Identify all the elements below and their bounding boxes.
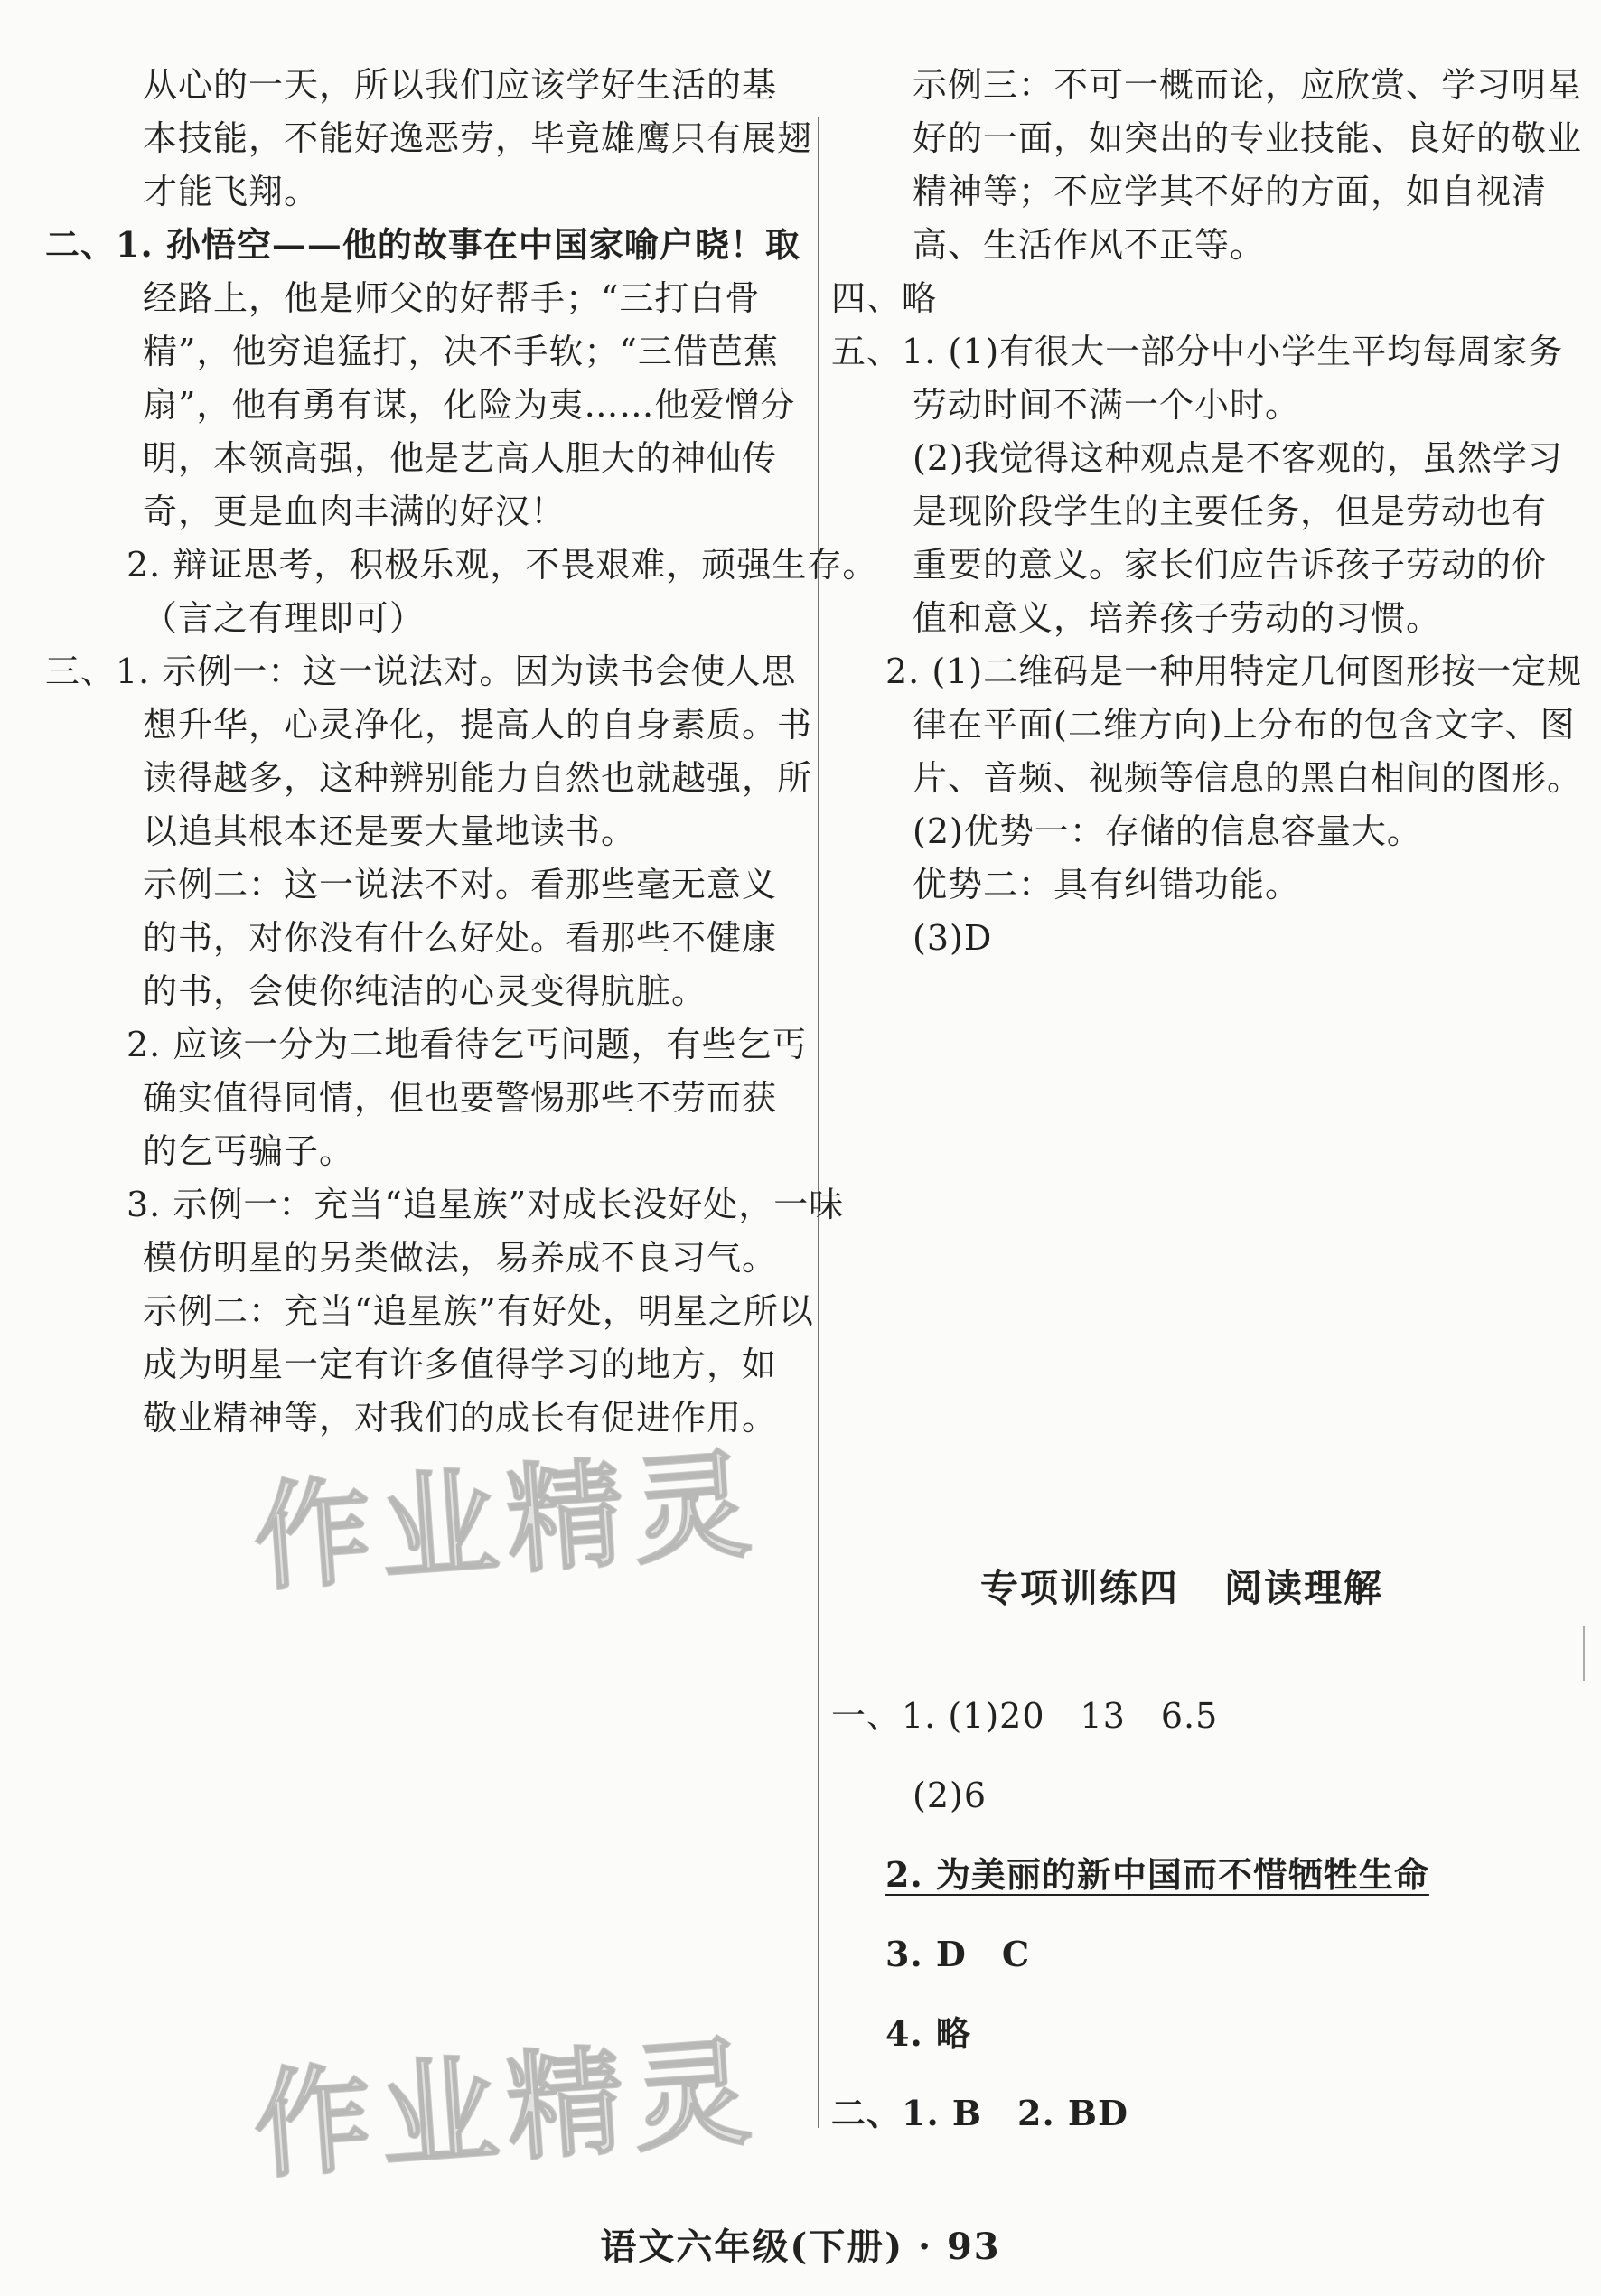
text-line: 的书，会使你纯洁的心灵变得肮脏。 xyxy=(143,971,707,1011)
answer-item-4: 四、略 xyxy=(831,278,938,318)
text-line: 重要的意义。家长们应告诉孩子劳动的价 xyxy=(913,545,1548,585)
text-line: 本技能，不能好逸恶劳，毕竟雄鹰只有展翅 xyxy=(143,118,813,158)
section-answer-2: 二、1. B 2. BD xyxy=(831,2093,1128,2133)
section-heading-part1: 专项训练四 xyxy=(980,1566,1180,1610)
text-line: 精”，他穷追猛打，决不手软；“三借芭蕉 xyxy=(143,332,779,371)
text-line: 以追其根本还是要大量地读书。 xyxy=(143,811,637,851)
text-line: 示例二：这一说法不对。看那些毫无意义 xyxy=(143,865,778,904)
section-answer-1-3: 3. D C xyxy=(885,1934,1031,1974)
section-answer-1-1: 一、1. (1)20 13 6.5 xyxy=(831,1696,1219,1736)
text-line: 是现阶段学生的主要任务，但是劳动也有 xyxy=(913,492,1548,531)
text-line: 的乞丐骗子。 xyxy=(143,1131,355,1171)
text-line: 律在平面(二维方向)上分布的包含文字、图 xyxy=(913,705,1576,745)
text-line: 值和意义，培养孩子劳动的习惯。 xyxy=(913,598,1442,638)
text-line: 示例二：充当“追星族”有好处，明星之所以 xyxy=(143,1291,814,1331)
text-line: 经路上，他是师父的好帮手；“三打白骨 xyxy=(143,278,761,318)
section-heading-part2: 阅读理解 xyxy=(1224,1566,1384,1610)
page-edge-mark xyxy=(1583,1626,1601,1681)
underlined-answer: 2. 为美丽的新中国而不惜牺牲生命 xyxy=(885,1854,1429,1895)
answer-item-3-1: 三、1. 示例一：这一说法对。因为读书会使人思 xyxy=(45,651,797,691)
column-divider xyxy=(818,117,819,2128)
text-line: (3)D xyxy=(913,918,993,958)
section-answer-1-4: 4. 略 xyxy=(885,2013,971,2054)
text-line: 精神等；不应学其不好的方面，如自视清 xyxy=(913,172,1548,211)
text-line: 优势二：具有纠错功能。 xyxy=(913,865,1301,904)
text-line: 想升华，心灵净化，提高人的自身素质。书 xyxy=(143,705,813,745)
answer-item-5-1: 五、1. (1)有很大一部分中小学生平均每周家务 xyxy=(831,332,1564,371)
text-line: 从心的一天，所以我们应该学好生活的基 xyxy=(143,65,778,105)
answer-item-5-2: 2. (1)二维码是一种用特定几何图形按一定规 xyxy=(885,651,1583,691)
text-line: 确实值得同情，但也要警惕那些不劳而获 xyxy=(143,1078,778,1118)
text-line: 高、生活作风不正等。 xyxy=(913,225,1266,265)
text-line: (2)优势一：存储的信息容量大。 xyxy=(913,811,1422,851)
section-answer-1-2 xyxy=(885,1855,1429,1895)
text-line: 模仿明星的另类做法，易养成不良习气。 xyxy=(143,1238,778,1278)
text-line: 片、音频、视频等信息的黑白相间的图形。 xyxy=(913,758,1583,798)
text-line: 好的一面，如突出的专业技能、良好的敬业 xyxy=(913,118,1583,158)
watermark-logo: 作业精灵 xyxy=(249,2022,764,2196)
text-line: 才能飞翔。 xyxy=(143,172,320,211)
text-line: 示例三：不可一概而论，应欣赏、学习明星 xyxy=(913,65,1583,105)
text-line: 读得越多，这种辨别能力自然也就越强，所 xyxy=(143,758,813,798)
text-line: 劳动时间不满一个小时。 xyxy=(913,385,1301,425)
answer-item-2-2: 2. 辩证思考，积极乐观，不畏艰难，顽强生存。 xyxy=(126,545,878,585)
text-line: 成为明星一定有许多值得学习的地方，如 xyxy=(143,1345,778,1384)
text-line: (2)我觉得这种观点是不客观的，虽然学习 xyxy=(913,438,1563,478)
text-line: （言之有理即可） xyxy=(143,598,426,638)
section-answer-1-1-2: (2)6 xyxy=(913,1776,988,1815)
text-line: 的书，对你没有什么好处。看那些不健康 xyxy=(143,918,778,958)
text-line: 奇，更是血肉丰满的好汉！ xyxy=(143,492,566,531)
watermark-logo: 作业精灵 xyxy=(249,1435,764,1608)
answer-item-3-3: 3. 示例一：充当“追星族”对成长没好处，一味 xyxy=(126,1185,845,1224)
answer-item-2-1: 二、1. 孙悟空——他的故事在中国家喻户晓！取 xyxy=(45,224,800,265)
text-line: 敬业精神等，对我们的成长有促进作用。 xyxy=(143,1398,778,1438)
text-line: 扇”，他有勇有谋，化险为夷……他爱憎分 xyxy=(143,385,796,425)
text-line: 明，本领高强，他是艺高人胆大的神仙传 xyxy=(143,438,778,478)
section-heading xyxy=(980,1559,1383,1613)
page-footer: 语文六年级(下册) · 93 xyxy=(600,2226,1001,2268)
answer-item-3-2: 2. 应该一分为二地看待乞丐问题，有些乞丐 xyxy=(126,1025,808,1064)
